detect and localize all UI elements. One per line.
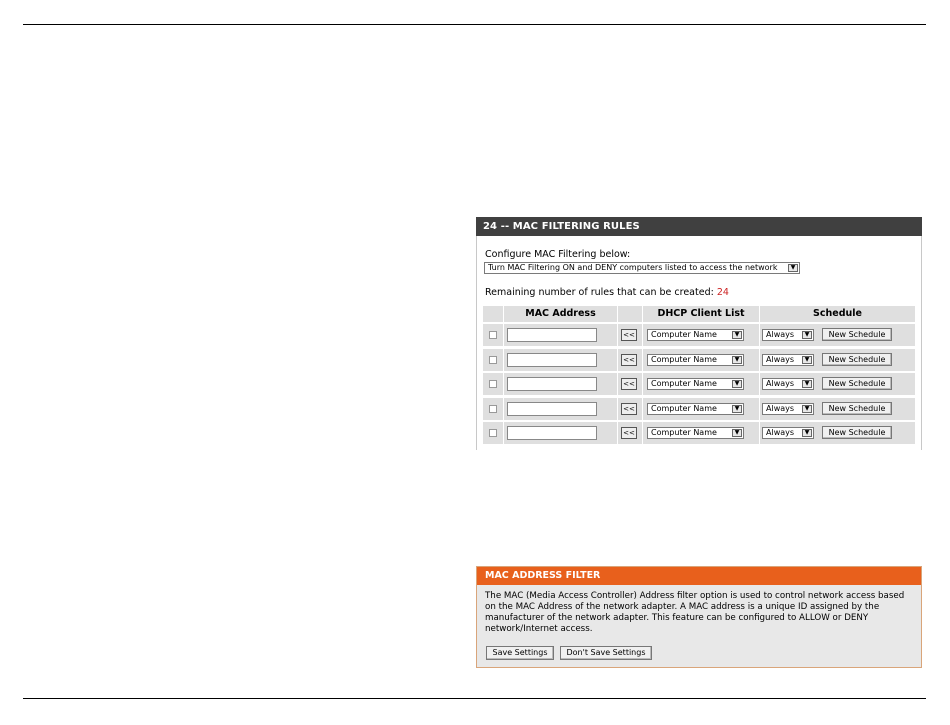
schedule-select[interactable] [762, 427, 814, 439]
copy-client-button[interactable]: << [621, 427, 637, 439]
schedule-value: Always [766, 428, 795, 437]
schedule-select[interactable] [762, 354, 814, 366]
rule-row [483, 373, 915, 395]
rule-enable-checkbox[interactable] [489, 356, 497, 364]
copy-client-button[interactable]: << [621, 378, 637, 390]
chevron-down-icon: ▼ [788, 264, 798, 272]
copy-client-button[interactable]: << [621, 354, 637, 366]
mac-address-input[interactable] [507, 328, 597, 342]
rule-enable-checkbox[interactable] [489, 380, 497, 388]
rule-row [483, 349, 915, 371]
copy-client-button[interactable]: << [621, 403, 637, 415]
header-copy-cell [618, 306, 642, 322]
bottom-divider [23, 698, 926, 699]
header-dhcp-client-list: DHCP Client List [643, 306, 759, 322]
rule-row [483, 398, 915, 420]
schedule-select[interactable] [762, 403, 814, 415]
rule-row [483, 324, 915, 346]
schedule-value: Always [766, 403, 795, 413]
schedule-value: Always [766, 330, 795, 339]
rule-enable-checkbox[interactable] [489, 429, 497, 437]
rules-table-header [483, 306, 915, 322]
header-mac-address: MAC Address [504, 306, 617, 322]
chevron-down-icon: ▼ [802, 331, 812, 339]
dhcp-client-value: Computer Name [651, 403, 717, 413]
new-schedule-button[interactable]: New Schedule [822, 377, 892, 390]
new-schedule-button[interactable]: New Schedule [822, 328, 892, 341]
dhcp-client-select[interactable] [647, 403, 744, 415]
schedule-value: Always [766, 379, 795, 388]
mac-address-filter-help [476, 566, 922, 668]
schedule-select[interactable] [762, 329, 814, 341]
new-schedule-button[interactable]: New Schedule [822, 353, 892, 366]
mac-address-input[interactable] [507, 377, 597, 391]
new-schedule-button[interactable]: New Schedule [822, 402, 892, 415]
copy-client-button[interactable]: << [621, 329, 637, 341]
rule-enable-checkbox[interactable] [489, 405, 497, 413]
rule-enable-checkbox[interactable] [489, 331, 497, 339]
help-title: MAC ADDRESS FILTER [477, 567, 921, 585]
rules-panel-title: 24 -- MAC FILTERING RULES [476, 217, 922, 236]
mac-address-input[interactable] [507, 402, 597, 416]
save-settings-button[interactable]: Save Settings [486, 646, 554, 660]
filter-mode-value: Turn MAC Filtering ON and DENY computers listed to access the network [488, 263, 778, 272]
filter-mode-select[interactable] [484, 262, 800, 274]
mac-address-input[interactable] [507, 353, 597, 367]
chevron-down-icon: ▼ [732, 380, 742, 388]
header-schedule: Schedule [760, 306, 915, 322]
chevron-down-icon: ▼ [802, 405, 812, 413]
mac-filtering-rules-panel [476, 217, 922, 450]
dhcp-client-value: Computer Name [651, 330, 717, 339]
remaining-count: 24 [716, 287, 729, 298]
top-divider [23, 24, 926, 25]
chevron-down-icon: ▼ [802, 429, 812, 437]
schedule-select[interactable] [762, 378, 814, 390]
rules-panel-body [476, 236, 922, 450]
dhcp-client-select[interactable] [647, 378, 744, 390]
dhcp-client-select[interactable] [647, 329, 744, 341]
dhcp-client-select[interactable] [647, 427, 744, 439]
chevron-down-icon: ▼ [732, 331, 742, 339]
chevron-down-icon: ▼ [732, 405, 742, 413]
help-text: The MAC (Media Access Controller) Address filter option is used to control network access based on the MAC Address of the network adapter. A MAC address is a unique ID assigned by the manufacturer of the network adapter. This feature can be configured to ALLOW or DENY network/Internet access. [485, 591, 905, 634]
chevron-down-icon: ▼ [732, 429, 742, 437]
dhcp-client-value: Computer Name [651, 379, 717, 388]
dont-save-settings-button[interactable]: Don't Save Settings [560, 646, 652, 660]
remaining-rules [485, 287, 729, 298]
dhcp-client-select[interactable] [647, 354, 744, 366]
schedule-value: Always [766, 354, 795, 364]
chevron-down-icon: ▼ [802, 356, 812, 364]
dhcp-client-value: Computer Name [651, 354, 717, 364]
rule-row [483, 422, 915, 444]
configure-label: Configure MAC Filtering below: [485, 249, 631, 260]
chevron-down-icon: ▼ [732, 356, 742, 364]
remaining-label: Remaining number of rules that can be created: [485, 287, 714, 298]
header-check-cell [483, 306, 503, 322]
chevron-down-icon: ▼ [802, 380, 812, 388]
new-schedule-button[interactable]: New Schedule [822, 426, 892, 439]
dhcp-client-value: Computer Name [651, 428, 717, 437]
mac-address-input[interactable] [507, 426, 597, 440]
